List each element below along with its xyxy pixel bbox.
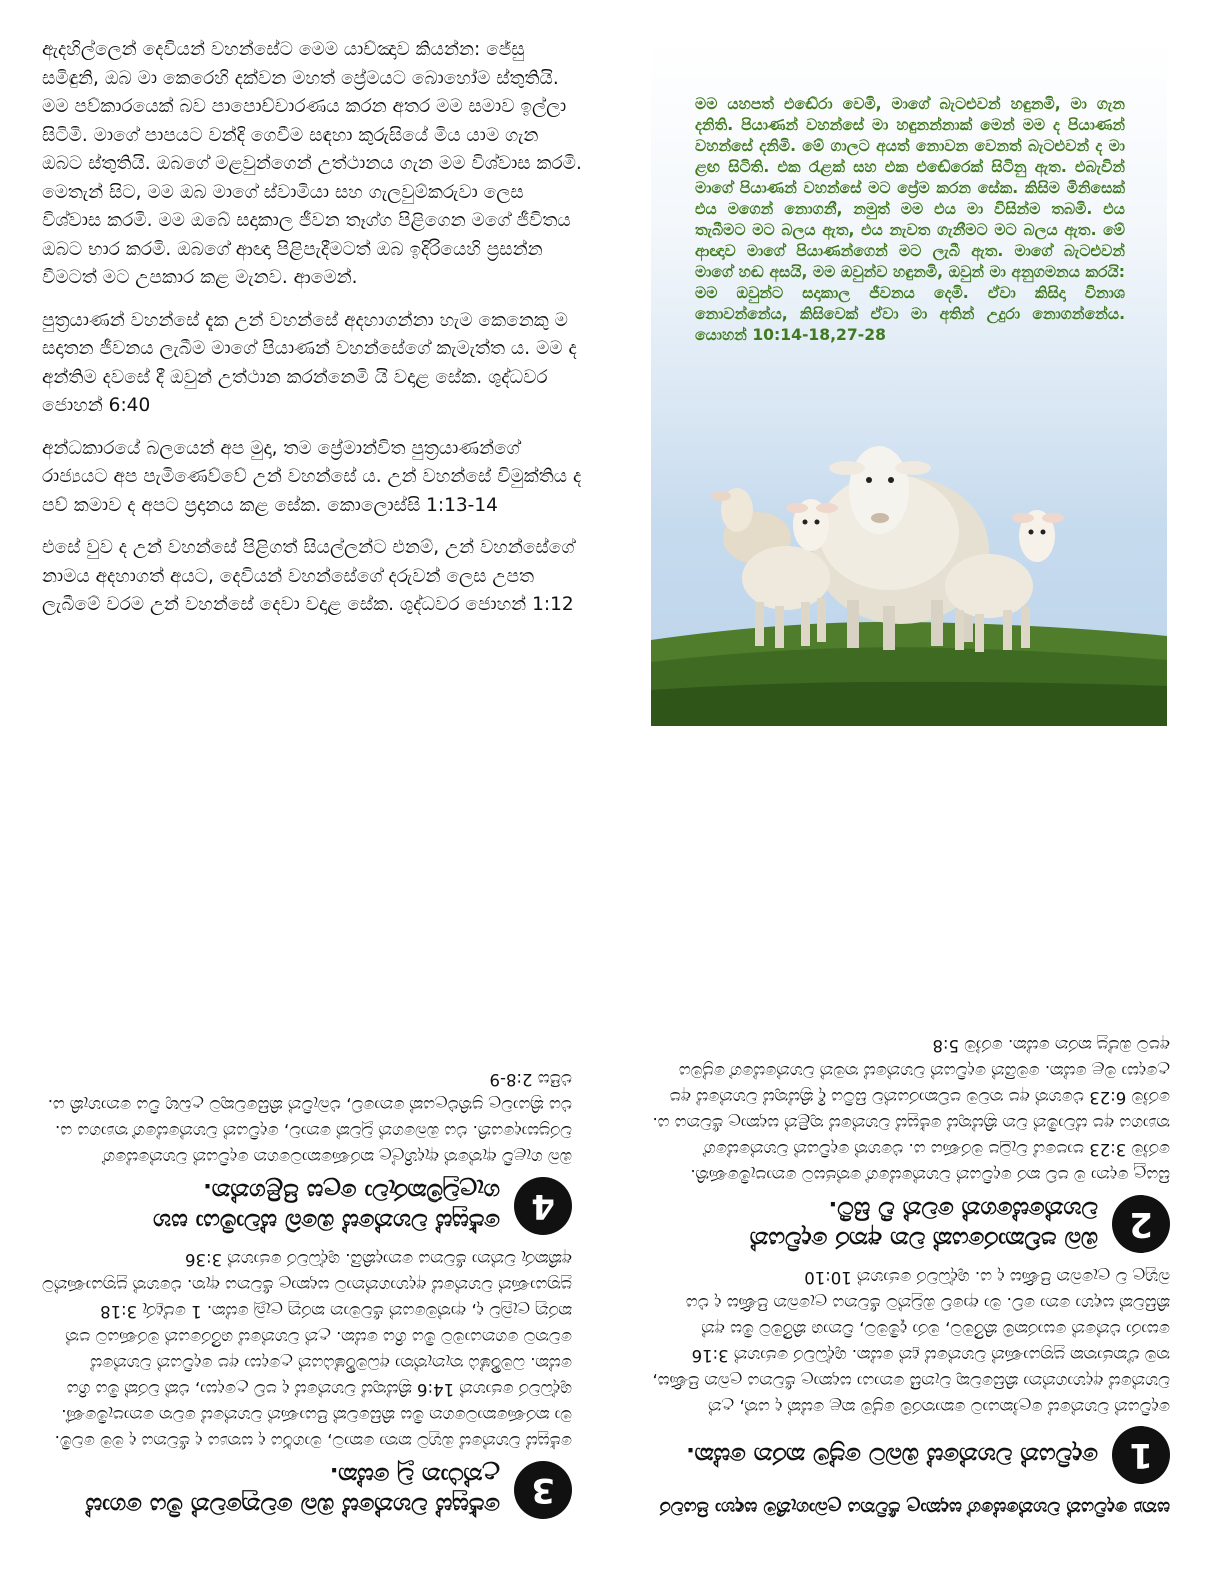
verse-john-6-40: පුත්‍රයාණන් වහන්සේ දැක උන් වහන්සේ අදහාගන්නා හැම කෙනෙකු ම සදාතන ජීවනය ලැබීම මාගේ පියාණන් වහන්සේගේ කැමැත්ත ය. මම ද අන්තිම දවසේ දී ඔවුන් උත්ථාන කරන්නෙමි යි වදාළ සේක. ශුද්ධවර ජොහන් 6:40 (42, 309, 577, 416)
steps-lead-line: සත්‍ය දෙවියන් වහන්සේගේ සදාකාල ජීවිතය ලබාගැනීම සඳහා පියවර (659, 1497, 1170, 1518)
step-2-body: සියලු දෙනා ම පව් කර දෙවියන් වහන්සේගේ තේජසට නොපැමිණෙති. රෝම 3:23 පාපයේ වැටුප මරණය ය. එහෙත් දෙවියන් වහන්සේගේ ත්‍යාගය අප ස්වාමීන් වන ක්‍රිස්තුස් ජේසුස් වහන්සේ තුළින් සදාකාල ජීවනය ය. රෝම 6:23 එහෙත් අප තවම පව්කාරයන්ව සිටිය දී ක්‍රිස්තුස් වහන්සේ අප උදෙසා මළ සේක. මෙයින් දෙවියන් වහන්සේ තමන් වහන්සේගේ ප්‍රේමය අපට ඔප්පු කරන සේක. රෝම 5:8 (652, 1036, 1170, 1185)
step-1-header (650, 1426, 1170, 1484)
step-3-title: ජේසුස් වහන්සේ ඔබ වෙනුවෙන් මිය ගොස් උත්ථාන වූ සේක. (85, 1462, 500, 1518)
good-shepherd-verse: මම යහපත් එඬේරා වෙමි, මාගේ බැටළුවන් හඳුනමි, මා ගැන දනිති. පියාණන් වහන්සේ මා හඳුනන්නාක් මෙන් මම ද පියාණන් වහන්සේ දනිමි. මේ ගාලට අයත් නොවන වෙනත් බැටළුවන් ද මා ළඟ සිටිති. එක රැළක් සහ එක එඬේරෙක් සිටිනු ඇත. එබැවින් මාගේ පියාණන් වහන්සේ මට ප්‍රේම කරන සේක. කිසිම මිනිසෙක් එය මගෙන් නොගනී, නමුත් මම එය මා විසින්ම තබමි. එය තැබීමට මට බලය ඇත, එය නැවත ගැනීමට මට බලය ඇත. මේ ආඥාව මාගේ පියාණන්ගෙන් මට ලැබී ඇත. මාගේ බැටළුවන් මාගේ හඬ අසයි, මම ඔවුන්ව හඳුනමි, ඔවුන් මා අනුගමනය කරයි: මම ඔවුන්ට සදාකාල ජීවනය දෙමි. ඒවා කිසිදා විනාශ නොවන්නේය, කිසිවෙක් ඒවා මා අතින් උදුරා නොගන්නේය. යොහන් 10:14-18,27-28 (695, 95, 1125, 344)
step-4-number-badge: 4 (514, 1177, 572, 1235)
step-1-number-badge: 1 (1112, 1426, 1170, 1484)
step-2-number-badge: 2 (1112, 1195, 1170, 1253)
step-4-header (42, 1176, 572, 1236)
step-3-header (42, 1460, 572, 1520)
verse-colossians-1-13: අන්ධකාරයේ බලයෙන් අප මුදා, තම ප්‍රේමාන්විත පුත්‍රයාණන්ගේ රාජ්‍යයට අප පැමිණෙව්වේ උන් වහන්සේ ය. උන් වහන්සේ විමුක්තිය ද පව් කමාව ද අපට ප්‍රදානය කළ සේක. කොලොස්සි 1:13-14 (42, 437, 582, 516)
step-3-number-badge: 3 (514, 1461, 572, 1519)
step-2-header (650, 1194, 1170, 1254)
prayer-text: ඇදහිල්ලෙන් දෙවියන් වහන්සේට මෙම යාච්ඤාව කියන්න: ජේසු සමිඳුනි, ඔබ මා කෙරෙහි දක්වන මහත් ප්‍රේමයට බොහෝම ස්තුතියි. මම පව්කාරයෙක් බව පාපොච්චාරණය කරන අතර මම සමාව ඉල්ලා සිටිමි. මාගේ පාපයට වන්දි ගෙවීම සඳහා කුරුසියේ මිය යාම ගැන ඔබට ස්තුතියි. ඔබගේ මළවුන්ගෙන් උත්ථානය ගැන මම විශ්වාස කරමි. මෙතැන් සිට, මම ඔබ මාගේ ස්වාමියා සහ ගැලවුම්කරුවා ලෙස විශ්වාස කරමි. මම ඔබේ සදාකාල ජීවන තෑග්ග පිළිගෙන මගේ ජීවිතය ඔබට භාර කරමි. ඔබගේ ආඥා පිළිපැදීමටත් ඔබ ඉදිරියෙහි ප්‍රසන්න වීමටත් මට උපකාර කළ මැනව. ආමෙන්. (42, 39, 582, 288)
step-2-title: ඔබ පව්කාරයෙක් වන අතර දෙවියන් වහන්සේගෙන් වෙන් වී සිටී. (749, 1196, 1098, 1252)
step-1-title: දෙවියන් වහන්සේ ඔබට ප්‍රේම කරන සේක. (686, 1442, 1098, 1468)
step-4-title: ජේසුස් වහන්සේ ඔබේ ස්වාමියා සහ ගැලවුම්කරුවා ලෙස පිළිගන්න. (153, 1178, 500, 1234)
step-4-body: ඔබ ගැළවී ඇත්තේ ඇදහිල්ල කරණකොටගෙන දෙවියන් වහන්සේගේ වරප්‍රසාදයෙනි. එය ඔබගෙන් වූවක් නොව, දෙවියන් වහන්සේගේ ත්‍යාගය ය. එය ක්‍රියාවල ප්‍රතිඵලයක් නොවේ, එබැවින් කිසිවෙකුට උඩඟු විය නොහැකි ය. එපීස 2:8-9 (47, 1070, 572, 1167)
steps-panel-one-two (650, 820, 1170, 1520)
step-3-body: ජේසුස් වහන්සේ ඔහුට කතා කොට, මාර්ගය ද සත්‍යය ද ජීවනය ද මම වෙමි. මා කරණකොටගෙන මිස කිසිවෙක් පියාණන් වහන්සේ වෙත නොපැමිණේ. ශුද්ධවර ජොහන් 14:6 ක්‍රිස්තුස් වහන්සේ ද පව් උදෙසා, එක් වරක් මිය ගිය සේක. ධර්මිෂ්ඨ තැනැත්තා අධර්මිෂ්ඨයන් උදෙසා අප දෙවියන් වහන්සේ වෙතට ගෙනයාමට මිය ගිය සේක. උන් වහන්සේ ශරීරයෙන් මරණයට පත් කරනු ලැබුව ද, ආත්මයෙන් ජීවමාන කරනු ලැබූ සේක. 1 පේදුරු 3:18 පුත්‍රයාණන් වහන්සේ අදහාගන්නාට සදාකාල ජීවනය ඇත. එහෙත් පුත්‍රයාණන්ට අකීකරු වන්නා ජීවනය නොදකියි. ශුද්ධවර ජොහන් 3:36 (42, 1250, 572, 1451)
step-1-body: දෙවියන් වහන්සේ ලෝකයාට කොතරම් ප්‍රේම කළ සේක් ද යත්, උන් වහන්සේ අදහාගන්නා කිසිවෙකු වැනසී නොයා සදාකාල ජීවනය ලබන පිණිස, තම ඒකජාතක පුත්‍රයාණන් වහන්සේ දුන් සේක. ශුද්ධවර ජොහන් 3:16 සොරා එන්නේ සොරකම් කිරීමට, මරා දැමීමට, විනාශ කිරීමට මිස අන් කිසිවක් සඳහා නො වේ. මා ආවේ ඔවුන්ට ජීවනය ලැබෙන පිණිස ද එය බහුල ව ලැබෙන පිණිස ද ය. ශුද්ධවර ජොහන් 10:10 (652, 1268, 1170, 1417)
prayer-panel (42, 36, 582, 634)
sheep-image-panel (651, 40, 1167, 726)
verse-john-1-12: එසේ වුව ද උන් වහන්සේ පිළිගත් සියල්ලන්ට එනම්, උන් වහන්සේගේ නාමය අදහාගත් අයට, දෙවියන් වහන්සේගේ දරුවන් ලෙස උපත ලැබීමේ වරම උන් වහන්සේ දෙවා වදාළ සේක. ශුද්ධවර ජොහන් 1:12 (42, 537, 575, 615)
steps-panel-three-four (42, 820, 572, 1520)
